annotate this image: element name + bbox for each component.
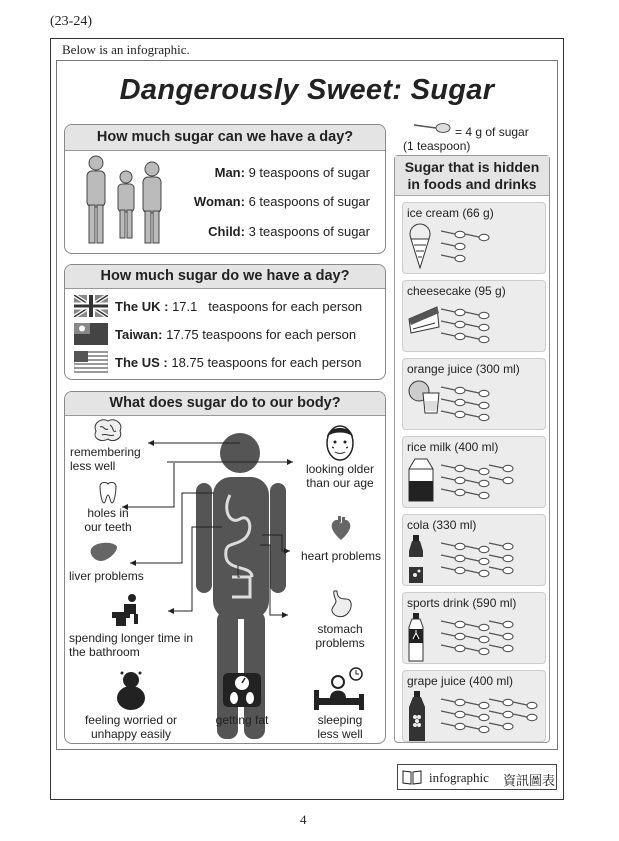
spoon-icon (465, 714, 489, 721)
spoon-icon (465, 468, 489, 475)
food-label: orange juice (300 ml) (407, 362, 520, 376)
spoon-icon (465, 492, 489, 499)
spoon-icon (465, 312, 489, 319)
spoon-icon (441, 567, 465, 574)
spoon-icon (465, 648, 489, 655)
effect-heart: heart problems (300, 549, 382, 563)
spoon-icon (465, 234, 489, 241)
spoon-icon (465, 480, 489, 487)
worried-person-icon (112, 670, 150, 710)
brain-icon (90, 417, 126, 443)
effect-worried: feeling worried or unhappy easily (84, 713, 178, 741)
effect-liver: liver problems (69, 569, 144, 583)
actual-uk: The UK : 17.1 teaspoons for each person (115, 299, 363, 314)
spoon-icon (441, 711, 465, 718)
effect-stomach: stomach problems (315, 622, 365, 650)
infographic-tag (397, 764, 557, 790)
spoon-icon (513, 702, 537, 709)
cheesecake-icon (407, 301, 441, 342)
older-face-icon (322, 423, 358, 463)
spoon-icon (441, 543, 465, 550)
recommended-woman: Woman: 6 teaspoons of sugar (193, 194, 370, 209)
infographic-tag-zh: 資訊圖表 (503, 773, 556, 788)
spoon-icon (441, 243, 465, 250)
spoon-icon (441, 489, 465, 496)
food-label: rice milk (400 ml) (407, 440, 499, 454)
effect-bathroom: spending longer time in the bathroom (69, 631, 194, 659)
sports-drink-icon (407, 613, 425, 668)
book-icon (402, 769, 422, 785)
effect-teeth: holes in our teeth (84, 506, 132, 534)
spoon-icon (441, 309, 465, 316)
spoon-icon (441, 465, 465, 472)
spoon-group (441, 381, 545, 429)
effect-fat: getting fat (215, 713, 269, 727)
grape-juice-icon (407, 691, 427, 748)
spoon-icon (465, 390, 489, 397)
spoon-icon (489, 633, 513, 640)
effect-sleep: sleeping less well (317, 713, 363, 741)
uk-flag-icon (74, 295, 108, 317)
spoon-icon (441, 411, 465, 418)
spoon-icon (489, 711, 513, 718)
spoon-icon (489, 645, 513, 652)
stomach-icon (328, 589, 354, 619)
actual-heading: How much sugar do we have a day? (65, 265, 385, 289)
orange-juice-icon (407, 379, 443, 420)
spoon-icon (465, 402, 489, 409)
spoon-icon (441, 555, 465, 562)
actual-us: The US : 18.75 teaspoons for each person (115, 355, 362, 370)
spoon-icon (465, 702, 489, 709)
intro-text: Below is an infographic. (62, 42, 190, 57)
spoon-icon (489, 699, 513, 706)
food-label: ice cream (66 g) (407, 206, 494, 220)
rice-milk-icon (407, 457, 435, 508)
spoon-icon (489, 477, 513, 484)
food-card (402, 670, 546, 742)
heart-icon (330, 516, 352, 542)
spoon-icon (489, 543, 513, 550)
spoon-icon (465, 324, 489, 331)
food-card (402, 514, 546, 586)
cola-bottle-icon (407, 535, 425, 590)
spoon-icon (465, 414, 489, 421)
effect-remembering: remembering less well (70, 445, 141, 473)
recommended-man: Man: 9 teaspoons of sugar (214, 165, 370, 180)
food-card (402, 592, 546, 664)
tooth-icon (97, 481, 119, 505)
recommended-heading: How much sugar can we have a day? (65, 125, 385, 151)
spoon-icon (441, 231, 465, 238)
spoon-icon (465, 624, 489, 631)
toilet-icon (110, 592, 144, 626)
spoon-group (441, 693, 545, 741)
spoon-icon (441, 255, 465, 262)
effect-older: looking older than our age (305, 462, 375, 490)
scale-icon (222, 672, 262, 708)
spoon-icon (441, 645, 465, 652)
food-card (402, 358, 546, 430)
food-card (402, 436, 546, 508)
spoon-group (441, 459, 545, 507)
us-flag-icon (74, 351, 108, 373)
spoon-icon (412, 121, 452, 135)
taiwan-flag-icon (74, 323, 108, 345)
spoon-group (441, 225, 545, 273)
spoon-icon (489, 555, 513, 562)
spoon-group (441, 537, 545, 585)
food-label: sports drink (590 ml) (407, 596, 517, 610)
spoon-icon (441, 621, 465, 628)
spoon-icon (441, 399, 465, 406)
page-number: 4 (300, 812, 307, 827)
infographic-tag-en: infographic (429, 770, 489, 785)
legend-note: (1 teaspoon) (403, 139, 471, 153)
actual-taiwan: Taiwan: 17.75 teaspoons for each person (115, 327, 357, 342)
ice-cream-icon (407, 223, 433, 274)
infographic-title: Dangerously Sweet: Sugar (119, 74, 495, 106)
food-card (402, 202, 546, 274)
food-card (402, 280, 546, 352)
spoon-group (441, 303, 545, 351)
hidden-sugar-heading: Sugar that is hidden in foods and drinks (395, 156, 549, 196)
question-number: (23-24) (50, 14, 92, 29)
spoon-icon (465, 726, 489, 733)
food-label: grape juice (400 ml) (407, 674, 514, 688)
spoon-icon (489, 567, 513, 574)
sleepless-icon (312, 666, 366, 710)
spoon-icon (513, 714, 537, 721)
spoon-icon (441, 699, 465, 706)
spoon-icon (441, 387, 465, 394)
spoon-icon (465, 636, 489, 643)
family-icon (80, 153, 166, 249)
spoon-icon (441, 633, 465, 640)
spoon-icon (465, 546, 489, 553)
spoon-icon (441, 333, 465, 340)
spoon-icon (489, 621, 513, 628)
food-label: cheesecake (95 g) (407, 284, 506, 298)
spoon-icon (465, 558, 489, 565)
liver-icon (89, 541, 119, 563)
spoon-icon (441, 723, 465, 730)
spoon-icon (441, 477, 465, 484)
spoon-icon (441, 321, 465, 328)
spoon-icon (489, 723, 513, 730)
effects-heading: What does sugar do to our body? (65, 392, 385, 416)
legend-value: = 4 g of sugar (455, 125, 529, 139)
spoon-group (441, 615, 545, 663)
spoon-icon (465, 570, 489, 577)
food-label: cola (330 ml) (407, 518, 477, 532)
spoon-icon (465, 336, 489, 343)
recommended-child: Child: 3 teaspoons of sugar (208, 224, 370, 239)
spoon-icon (489, 465, 513, 472)
